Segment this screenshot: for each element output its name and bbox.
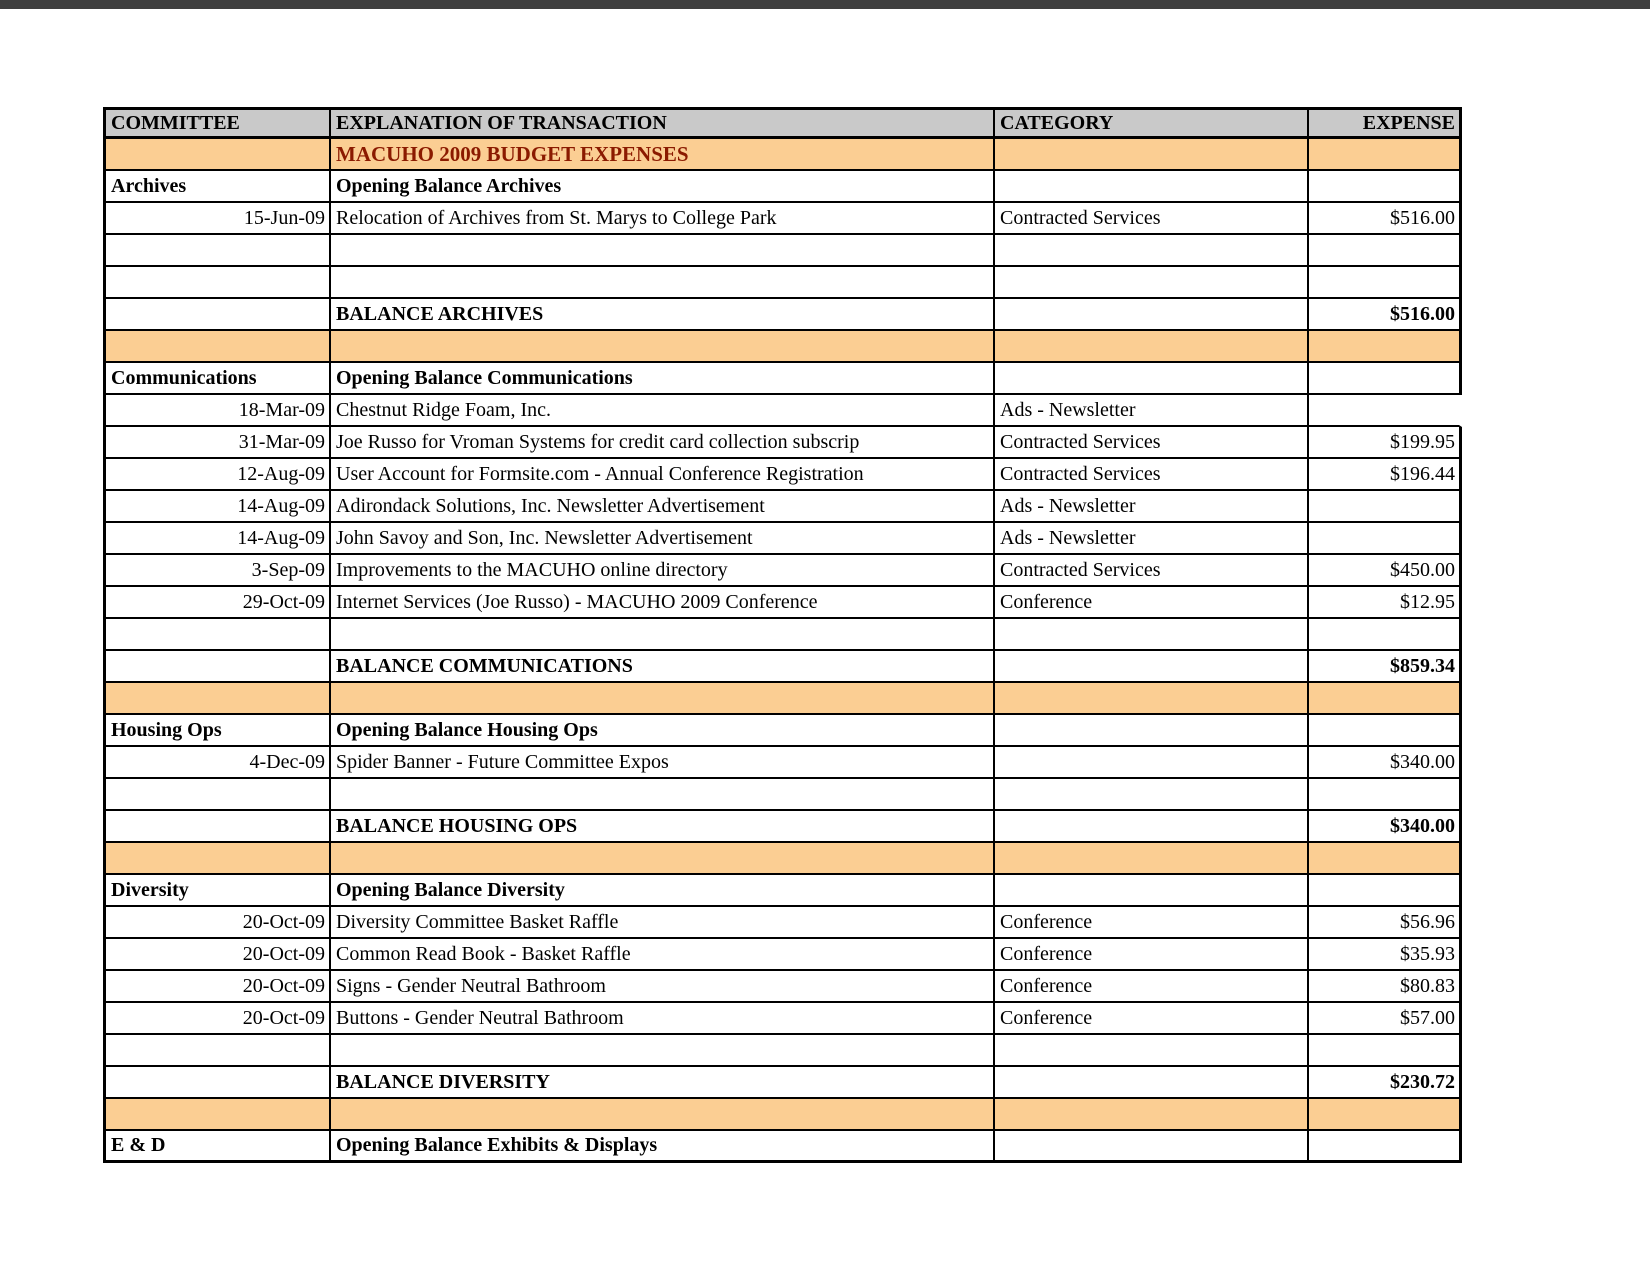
category-cell xyxy=(995,1099,1309,1131)
category-cell xyxy=(995,1035,1309,1067)
table-row xyxy=(103,747,1462,779)
explanation-cell xyxy=(331,331,995,363)
table-row xyxy=(103,267,1462,299)
explanation-cell xyxy=(331,235,995,267)
expense-cell: $340.00 xyxy=(1309,747,1462,779)
table-row xyxy=(103,555,1462,587)
explanation-cell xyxy=(331,619,995,651)
category-cell: Ads - Newsletter xyxy=(995,523,1309,555)
explanation-cell: Opening Balance Communications xyxy=(331,363,995,395)
explanation-cell: MACUHO 2009 BUDGET EXPENSES xyxy=(331,139,995,171)
explanation-cell: Adirondack Solutions, Inc. Newsletter Advertisement xyxy=(331,491,995,523)
explanation-cell xyxy=(331,1035,995,1067)
expense-cell: $516.00 xyxy=(1309,203,1462,235)
top-edge-strip xyxy=(0,0,1650,9)
table-row xyxy=(103,1099,1462,1131)
category-cell xyxy=(995,875,1309,907)
committee-cell: E & D xyxy=(103,1131,331,1163)
column-header-expense: EXPENSE xyxy=(1309,107,1462,139)
column-header-explanation: EXPLANATION OF TRANSACTION xyxy=(331,107,995,139)
expense-cell xyxy=(1309,779,1462,811)
category-cell xyxy=(995,683,1309,715)
committee-cell xyxy=(103,619,331,651)
category-cell xyxy=(995,363,1309,395)
explanation-cell xyxy=(331,779,995,811)
committee-cell xyxy=(103,651,331,683)
committee-cell xyxy=(103,235,331,267)
expense-cell xyxy=(1309,139,1462,171)
committee-cell xyxy=(103,1035,331,1067)
expense-cell xyxy=(1309,1099,1462,1131)
expense-cell xyxy=(1309,395,1462,427)
column-header-committee: COMMITTEE xyxy=(103,107,331,139)
table-row xyxy=(103,427,1462,459)
table-row xyxy=(103,523,1462,555)
committee-cell: Communications xyxy=(103,363,331,395)
committee-cell xyxy=(103,1067,331,1099)
column-header-category: CATEGORY xyxy=(995,107,1309,139)
category-cell xyxy=(995,331,1309,363)
explanation-cell: BALANCE DIVERSITY xyxy=(331,1067,995,1099)
committee-cell: Housing Ops xyxy=(103,715,331,747)
category-cell: Ads - Newsletter xyxy=(995,395,1309,427)
table-row xyxy=(103,875,1462,907)
category-cell: Conference xyxy=(995,971,1309,1003)
committee-cell: Archives xyxy=(103,171,331,203)
explanation-cell: BALANCE COMMUNICATIONS xyxy=(331,651,995,683)
expense-cell: $12.95 xyxy=(1309,587,1462,619)
category-cell: Contracted Services xyxy=(995,427,1309,459)
explanation-cell: Relocation of Archives from St. Marys to College Park xyxy=(331,203,995,235)
committee-cell: 4-Dec-09 xyxy=(103,747,331,779)
expense-cell: $56.96 xyxy=(1309,907,1462,939)
budget-expenses-table xyxy=(103,107,1462,1163)
category-cell xyxy=(995,1131,1309,1163)
expense-cell: $35.93 xyxy=(1309,939,1462,971)
category-cell xyxy=(995,235,1309,267)
explanation-cell: Chestnut Ridge Foam, Inc. xyxy=(331,395,995,427)
explanation-cell: Opening Balance Archives xyxy=(331,171,995,203)
expense-cell xyxy=(1309,363,1462,395)
expense-cell: $80.83 xyxy=(1309,971,1462,1003)
category-cell xyxy=(995,715,1309,747)
category-cell xyxy=(995,747,1309,779)
table-row xyxy=(103,459,1462,491)
committee-cell: 31-Mar-09 xyxy=(103,427,331,459)
committee-cell xyxy=(103,139,331,171)
table-row xyxy=(103,683,1462,715)
expense-cell xyxy=(1309,235,1462,267)
committee-cell: 20-Oct-09 xyxy=(103,939,331,971)
table-row xyxy=(103,619,1462,651)
category-cell: Contracted Services xyxy=(995,459,1309,491)
table-row xyxy=(103,235,1462,267)
explanation-cell: Improvements to the MACUHO online directory xyxy=(331,555,995,587)
expense-cell xyxy=(1309,171,1462,203)
committee-cell xyxy=(103,811,331,843)
table-row xyxy=(103,1067,1462,1099)
category-cell xyxy=(995,843,1309,875)
category-cell xyxy=(995,619,1309,651)
category-cell: Conference xyxy=(995,587,1309,619)
expense-cell: $340.00 xyxy=(1309,811,1462,843)
category-cell: Ads - Newsletter xyxy=(995,491,1309,523)
explanation-cell: Diversity Committee Basket Raffle xyxy=(331,907,995,939)
committee-cell xyxy=(103,331,331,363)
committee-cell xyxy=(103,1099,331,1131)
table-row xyxy=(103,395,1462,427)
explanation-cell: Opening Balance Exhibits & Displays xyxy=(331,1131,995,1163)
category-cell: Conference xyxy=(995,907,1309,939)
expense-cell xyxy=(1309,683,1462,715)
table-row xyxy=(103,1035,1462,1067)
table-row xyxy=(103,331,1462,363)
header-row xyxy=(103,107,1462,139)
explanation-cell: Opening Balance Housing Ops xyxy=(331,715,995,747)
explanation-cell: BALANCE HOUSING OPS xyxy=(331,811,995,843)
expense-cell: $199.95 xyxy=(1309,427,1462,459)
table-row xyxy=(103,299,1462,331)
committee-cell: 14-Aug-09 xyxy=(103,523,331,555)
committee-cell xyxy=(103,299,331,331)
explanation-cell: John Savoy and Son, Inc. Newsletter Advertisement xyxy=(331,523,995,555)
table-row xyxy=(103,939,1462,971)
category-cell xyxy=(995,811,1309,843)
table-row xyxy=(103,171,1462,203)
explanation-cell: Common Read Book - Basket Raffle xyxy=(331,939,995,971)
expense-cell xyxy=(1309,331,1462,363)
expense-cell: $450.00 xyxy=(1309,555,1462,587)
explanation-cell: Signs - Gender Neutral Bathroom xyxy=(331,971,995,1003)
explanation-cell: Buttons - Gender Neutral Bathroom xyxy=(331,1003,995,1035)
category-cell: Conference xyxy=(995,1003,1309,1035)
category-cell xyxy=(995,299,1309,331)
committee-cell: Diversity xyxy=(103,875,331,907)
table-row xyxy=(103,491,1462,523)
committee-cell: 20-Oct-09 xyxy=(103,907,331,939)
expense-cell xyxy=(1309,267,1462,299)
category-cell xyxy=(995,267,1309,299)
committee-cell xyxy=(103,683,331,715)
expense-cell xyxy=(1309,875,1462,907)
table-row xyxy=(103,811,1462,843)
committee-cell: 12-Aug-09 xyxy=(103,459,331,491)
committee-cell: 20-Oct-09 xyxy=(103,1003,331,1035)
committee-cell: 3-Sep-09 xyxy=(103,555,331,587)
expense-cell xyxy=(1309,1131,1462,1163)
expense-cell xyxy=(1309,1035,1462,1067)
committee-cell xyxy=(103,779,331,811)
category-cell: Conference xyxy=(995,939,1309,971)
committee-cell: 14-Aug-09 xyxy=(103,491,331,523)
category-cell xyxy=(995,779,1309,811)
table-row xyxy=(103,1131,1462,1163)
explanation-cell xyxy=(331,267,995,299)
explanation-cell: BALANCE ARCHIVES xyxy=(331,299,995,331)
explanation-cell: Opening Balance Diversity xyxy=(331,875,995,907)
table-row xyxy=(103,843,1462,875)
committee-cell: 18-Mar-09 xyxy=(103,395,331,427)
category-cell xyxy=(995,139,1309,171)
expense-cell xyxy=(1309,715,1462,747)
category-cell xyxy=(995,651,1309,683)
table-row xyxy=(103,587,1462,619)
explanation-cell xyxy=(331,683,995,715)
category-cell xyxy=(995,171,1309,203)
table-row xyxy=(103,779,1462,811)
explanation-cell xyxy=(331,843,995,875)
table-body xyxy=(103,139,1462,1163)
table-row xyxy=(103,363,1462,395)
explanation-cell: Internet Services (Joe Russo) - MACUHO 2009 Conference xyxy=(331,587,995,619)
expense-cell: $57.00 xyxy=(1309,1003,1462,1035)
expense-cell xyxy=(1309,843,1462,875)
table-row xyxy=(103,907,1462,939)
committee-cell xyxy=(103,843,331,875)
expense-cell xyxy=(1309,523,1462,555)
table-row xyxy=(103,1003,1462,1035)
explanation-cell xyxy=(331,1099,995,1131)
table-row xyxy=(103,971,1462,1003)
committee-cell: 15-Jun-09 xyxy=(103,203,331,235)
explanation-cell: Spider Banner - Future Committee Expos xyxy=(331,747,995,779)
table-row xyxy=(103,203,1462,235)
expense-cell xyxy=(1309,491,1462,523)
expense-cell: $230.72 xyxy=(1309,1067,1462,1099)
category-cell xyxy=(995,1067,1309,1099)
category-cell: Contracted Services xyxy=(995,203,1309,235)
expense-cell: $516.00 xyxy=(1309,299,1462,331)
expense-cell: $196.44 xyxy=(1309,459,1462,491)
committee-cell: 29-Oct-09 xyxy=(103,587,331,619)
table-row xyxy=(103,715,1462,747)
committee-cell xyxy=(103,267,331,299)
table-row xyxy=(103,139,1462,171)
committee-cell: 20-Oct-09 xyxy=(103,971,331,1003)
expense-cell xyxy=(1309,619,1462,651)
expense-cell: $859.34 xyxy=(1309,651,1462,683)
explanation-cell: Joe Russo for Vroman Systems for credit card collection subscrip xyxy=(331,427,995,459)
category-cell: Contracted Services xyxy=(995,555,1309,587)
explanation-cell: User Account for Formsite.com - Annual Conference Registration xyxy=(331,459,995,491)
table-row xyxy=(103,651,1462,683)
